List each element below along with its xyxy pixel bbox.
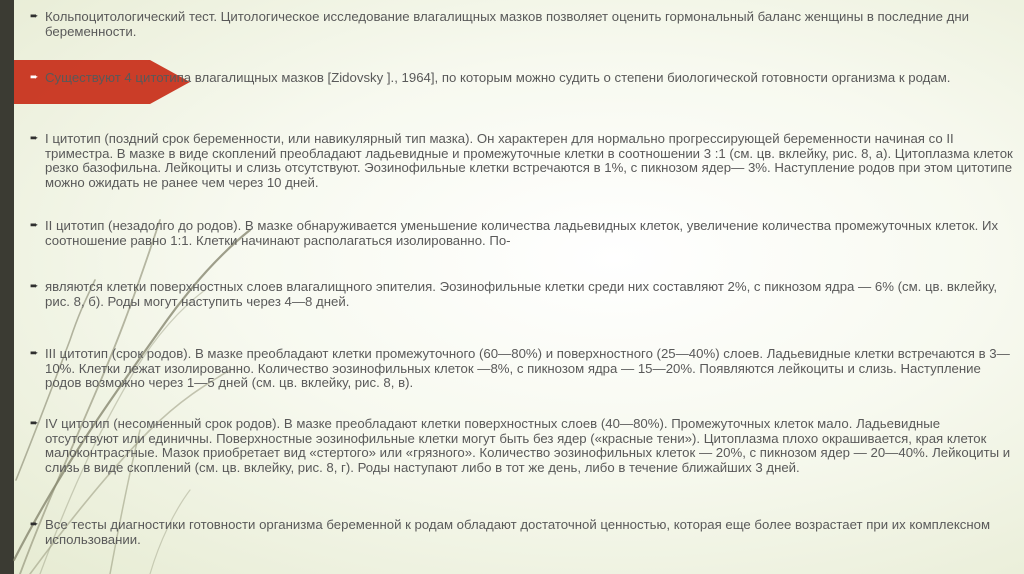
list-item [30,219,1015,248]
list-item-text: IV цитотип (несомненный срок родов). В мазке преобладают клетки поверхностных слоев (40—80%). Промежуточных клеток мало. Ладьевидные отсутствуют или единичны. Поверхностные эозинофильные клетки могут быть без ядер («красные тени»). Цитоплазма плохо окрашивается, края клеток малоконтрастные. Мазок приобретает вид «стертого» или «грязного». Количество эозинофильных клеток — 20%, с пикнозом ядер — 20—40%. Лейкоциты и слизь в виде скоплений (см. цв. вклейку, рис. 8, г). Роды наступают либо в тот же день, либо в течение ближайших 3 дней. [45,416,1011,475]
arrow-bullet-icon: ➨ [30,72,39,83]
list-item-text: II цитотип (незадолго до родов). В мазке обнаруживается уменьшение количества ладьевидных клеток, увеличение количества промежуточных клеток. Их соотношение равно 1:1. Клетки начинают располагаться изолированно. По- [45,218,999,248]
list-item-text: Существуют 4 цитотипа влагалищных мазков [Zidovsky ]., 1964], по которым можно судить о степени биологической готовности организма к родам. [45,70,951,85]
list-item-text: Кольпоцитологический тест. Цитологическое исследование влагалищных мазков позволяет оценить гормональный баланс женщины в последние дни беременности. [45,9,969,39]
list-item [30,347,1015,391]
arrow-bullet-icon: ➨ [30,281,39,292]
list-item-text: III цитотип (срок родов). В мазке преобладают клетки промежуточного (60—80%) и поверхностного (25—40%) слоев. Ладьевидные клетки встречаются в 3—10%. Клетки лежат изолированно. Количество эозинофильных клеток —8%, с пикнозом ядра — 15—20%. Появляются лейкоциты и слизь. Наступление родов возможно через 1—5 дней (см. цв. вклейку, рис. 8, в). [45,346,1010,390]
list-item [30,518,1015,547]
arrow-bullet-icon: ➨ [30,220,39,231]
list-item [30,132,1015,190]
list-item-text: Все тесты диагностики готовности организма беременной к родам обладают достаточной ценностью, которая еще более возрастает при их комплексном использовании. [45,517,991,547]
arrow-bullet-icon: ➨ [30,418,39,429]
list-item [30,10,1015,39]
arrow-bullet-icon: ➨ [30,11,39,22]
list-item [30,280,1015,309]
list-item [30,417,1015,475]
arrow-bullet-icon: ➨ [30,133,39,144]
list-item [30,71,1015,86]
arrow-bullet-icon: ➨ [30,519,39,530]
list-item-text: являются клетки поверхностных слоев влагалищного эпителия. Эозинофильные клетки среди них составляют 2%, с пикнозом ядра — 6% (см. цв. вклейку, рис. 8, б). Роды могут наступить через 4—8 дней. [45,279,998,309]
arrow-bullet-icon: ➨ [30,348,39,359]
list-item-text: I цитотип (поздний срок беременности, или навикулярный тип мазка). Он характерен для нормально прогрессирующей беременности начиная со II триместра. В мазке в виде скоплений преобладают ладьевидные и промежуточные клетки в соотношении 3 :1 (см. цв. вклейку, рис. 8, а). Цитоплазма клеток резко базофильна. Лейкоциты и слизь отсутствуют. Эозинофильные клетки встречаются в 1%, с пикнозом ядер— 3%. Наступление родов при этом цитотипе можно ожидать не ранее чем через 10 дней. [45,131,1013,190]
